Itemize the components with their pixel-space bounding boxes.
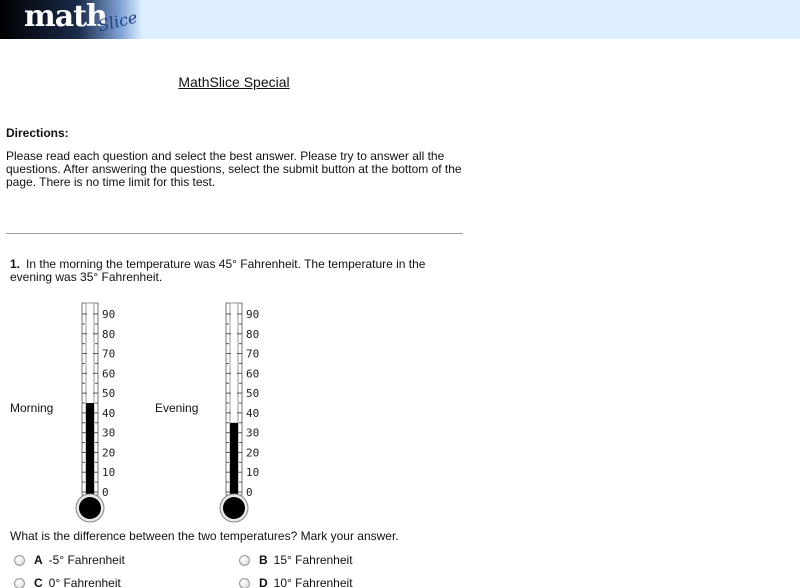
evening-thermometer xyxy=(214,300,274,525)
choice-a[interactable] xyxy=(14,553,125,567)
choice-a-text: -5° Fahrenheit xyxy=(48,553,125,567)
directions-text: Please read each question and select the best answer. Please try to answer all the questions. After answering the questions, select the submit button at the bottom of the page. There is no time limit for this test. xyxy=(6,149,462,189)
choice-d[interactable] xyxy=(239,576,353,588)
evening-label: Evening xyxy=(155,401,199,415)
tick-label: 30 xyxy=(102,426,116,440)
choice-b-radio[interactable] xyxy=(239,555,250,566)
tick-label: 20 xyxy=(246,446,260,460)
question-number: 1. xyxy=(10,257,21,271)
mercury-column xyxy=(230,423,238,500)
tick-label: 90 xyxy=(102,308,116,321)
tick-label: 90 xyxy=(246,308,260,321)
tick-label: 20 xyxy=(102,446,116,460)
choice-d-letter: D xyxy=(259,576,268,588)
tick-label: 60 xyxy=(246,367,260,381)
question-prompt: What is the difference between the two temperatures? Mark your answer. xyxy=(10,529,399,543)
choice-c-text: 0° Fahrenheit xyxy=(48,576,121,588)
choice-a-letter: A xyxy=(34,553,43,567)
choice-c-radio[interactable] xyxy=(14,578,25,588)
tick-label: 50 xyxy=(102,387,116,401)
tick-label: 30 xyxy=(246,426,260,440)
question-text xyxy=(10,258,465,284)
header-banner xyxy=(0,0,800,39)
mathslice-logo[interactable] xyxy=(0,0,142,39)
choice-c[interactable] xyxy=(14,576,121,588)
divider xyxy=(6,233,463,234)
tick-label: 10 xyxy=(102,466,116,480)
tick-label: 40 xyxy=(246,406,260,420)
logo-script-text: Slice xyxy=(96,7,140,36)
thermometer-bulb xyxy=(79,497,101,519)
page-title: MathSlice Special xyxy=(178,74,290,90)
thermometer-bulb xyxy=(223,497,245,519)
directions-heading: Directions: xyxy=(6,126,69,140)
choice-b-letter: B xyxy=(259,553,268,567)
morning-label: Morning xyxy=(10,401,54,415)
choice-a-radio[interactable] xyxy=(14,555,25,566)
tick-label: 80 xyxy=(102,327,116,341)
mercury-column xyxy=(86,403,94,500)
choice-b[interactable] xyxy=(239,553,353,567)
choice-d-text: 10° Fahrenheit xyxy=(273,576,353,588)
morning-thermometer xyxy=(70,300,130,525)
tick-label: 40 xyxy=(102,406,116,420)
tick-label: 70 xyxy=(246,347,260,361)
tick-label: 0 xyxy=(102,486,109,499)
logo-text: math xyxy=(24,0,107,34)
tick-label: 70 xyxy=(102,347,116,361)
tick-label: 50 xyxy=(246,387,260,401)
choice-d-radio[interactable] xyxy=(239,578,250,588)
tick-label: 80 xyxy=(246,327,260,341)
choice-c-letter: C xyxy=(34,576,43,588)
tick-label: 60 xyxy=(102,367,116,381)
tick-label: 0 xyxy=(246,486,253,499)
question-body: In the morning the temperature was 45° Fahrenheit. The temperature in the evening was 35° Fahrenheit. xyxy=(10,257,426,284)
tick-label: 10 xyxy=(246,466,260,480)
choice-b-text: 15° Fahrenheit xyxy=(273,553,353,567)
